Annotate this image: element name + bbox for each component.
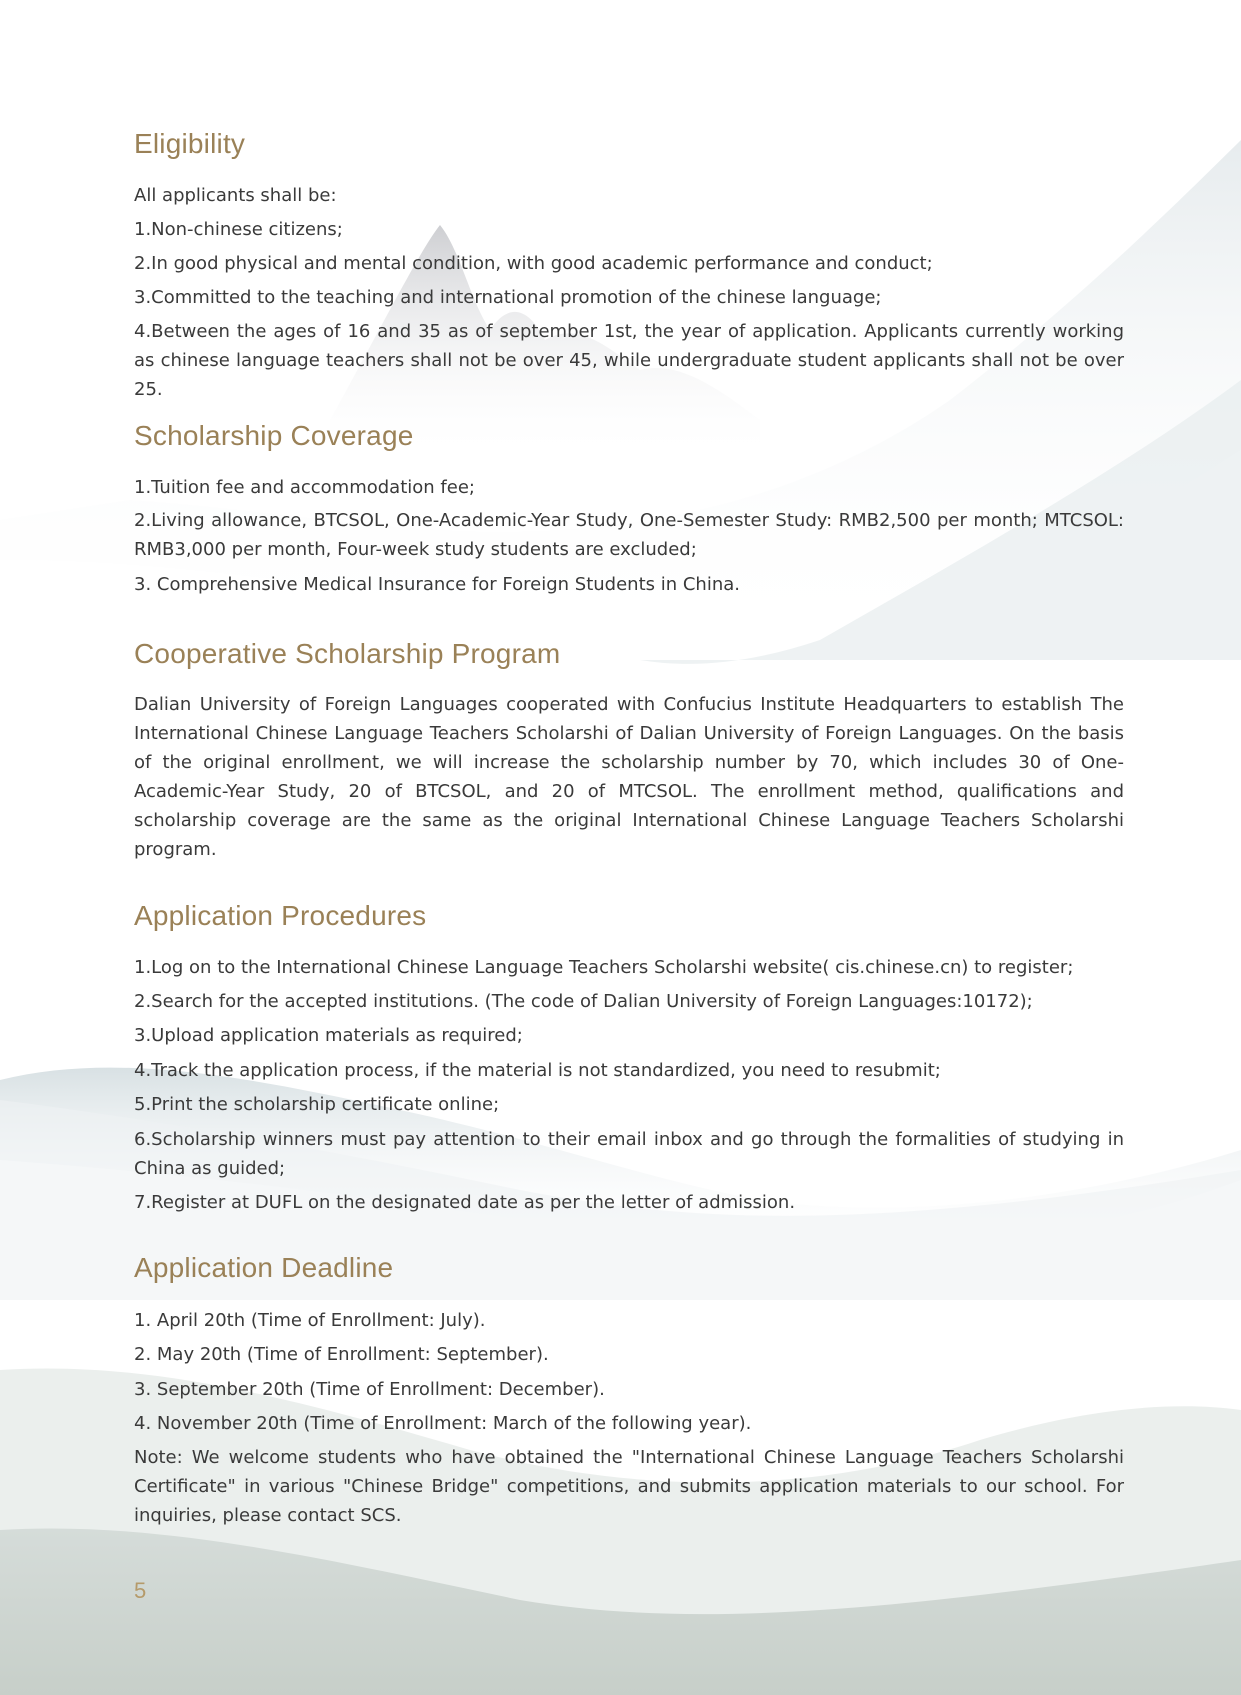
procedures-heading: Application Procedures: [134, 900, 427, 931]
procedures-item-3: 3.Upload application materials as required;: [134, 1025, 523, 1046]
coverage-heading: Scholarship Coverage: [134, 420, 414, 451]
cooperative-body: Dalian University of Foreign Languages cooperated with Confucius Institute Headquarters to establish The International Chinese Language Teachers Scholarshi of Dalian University of Foreign Languages. On the basis of the original enrollment, we will increase the scholarship number by 70, which includes 30 of One-Academic-Year Study, 20 of BTCSOL, and 20 of MTCSOL. The enrollment method, qualifications and scholarship coverage are the same as the original International Chinese Language Teachers Scholarshi program.: [134, 694, 1124, 860]
deadline-heading: Application Deadline: [134, 1252, 394, 1283]
eligibility-item-2: 2.In good physical and mental condition, with good academic performance and conduct;: [134, 253, 933, 274]
procedures-item-2: 2.Search for the accepted institutions. (The code of Dalian University of Foreign Languages:10172);: [134, 991, 1033, 1012]
procedures-item-7: 7.Register at DUFL on the designated date as per the letter of admission.: [134, 1192, 796, 1213]
page-number: 5: [134, 1578, 147, 1603]
cooperative-heading: Cooperative Scholarship Program: [134, 638, 561, 669]
deadline-item-2: 2. May 20th (Time of Enrollment: September).: [134, 1344, 549, 1365]
procedures-item-1: 1.Log on to the International Chinese Language Teachers Scholarshi website( cis.chinese.cn) to register;: [134, 957, 1074, 978]
procedures-item-4: 4.Track the application process, if the material is not standardized, you need to resubmit;: [134, 1060, 941, 1081]
coverage-item-2: 2.Living allowance, BTCSOL, One-Academic-Year Study, One-Semester Study: RMB2,500 per month; MTCSOL: RMB3,000 per month, Four-week study students are excluded;: [134, 510, 1124, 560]
eligibility-item-4: 4.Between the ages of 16 and 35 as of september 1st, the year of application. Applicants currently working as chinese language teachers shall not be over 45, while undergraduate student applicants shall not be over 25.: [134, 321, 1124, 400]
eligibility-intro: All applicants shall be:: [134, 185, 337, 206]
procedures-item-5: 5.Print the scholarship certificate online;: [134, 1094, 500, 1115]
eligibility-item-1: 1.Non-chinese citizens;: [134, 219, 343, 240]
deadline-item-1: 1. April 20th (Time of Enrollment: July).: [134, 1310, 486, 1331]
procedures-item-6: 6.Scholarship winners must pay attention to their email inbox and go through the formalities of studying in China as guided;: [134, 1129, 1124, 1179]
deadline-item-4: 4. November 20th (Time of Enrollment: March of the following year).: [134, 1413, 752, 1434]
coverage-item-1: 1.Tuition fee and accommodation fee;: [134, 477, 475, 498]
eligibility-item-3: 3.Committed to the teaching and international promotion of the chinese language;: [134, 287, 882, 308]
eligibility-heading: Eligibility: [134, 128, 246, 159]
coverage-item-3: 3. Comprehensive Medical Insurance for Foreign Students in China.: [134, 574, 741, 595]
deadline-note: Note: We welcome students who have obtained the "International Chinese Language Teachers Scholarshi Certificate" in various "Chinese Bridge" competitions, and submits application materials to our school. For inquiries, please contact SCS.: [134, 1447, 1124, 1526]
deadline-item-3: 3. September 20th (Time of Enrollment: December).: [134, 1379, 605, 1400]
